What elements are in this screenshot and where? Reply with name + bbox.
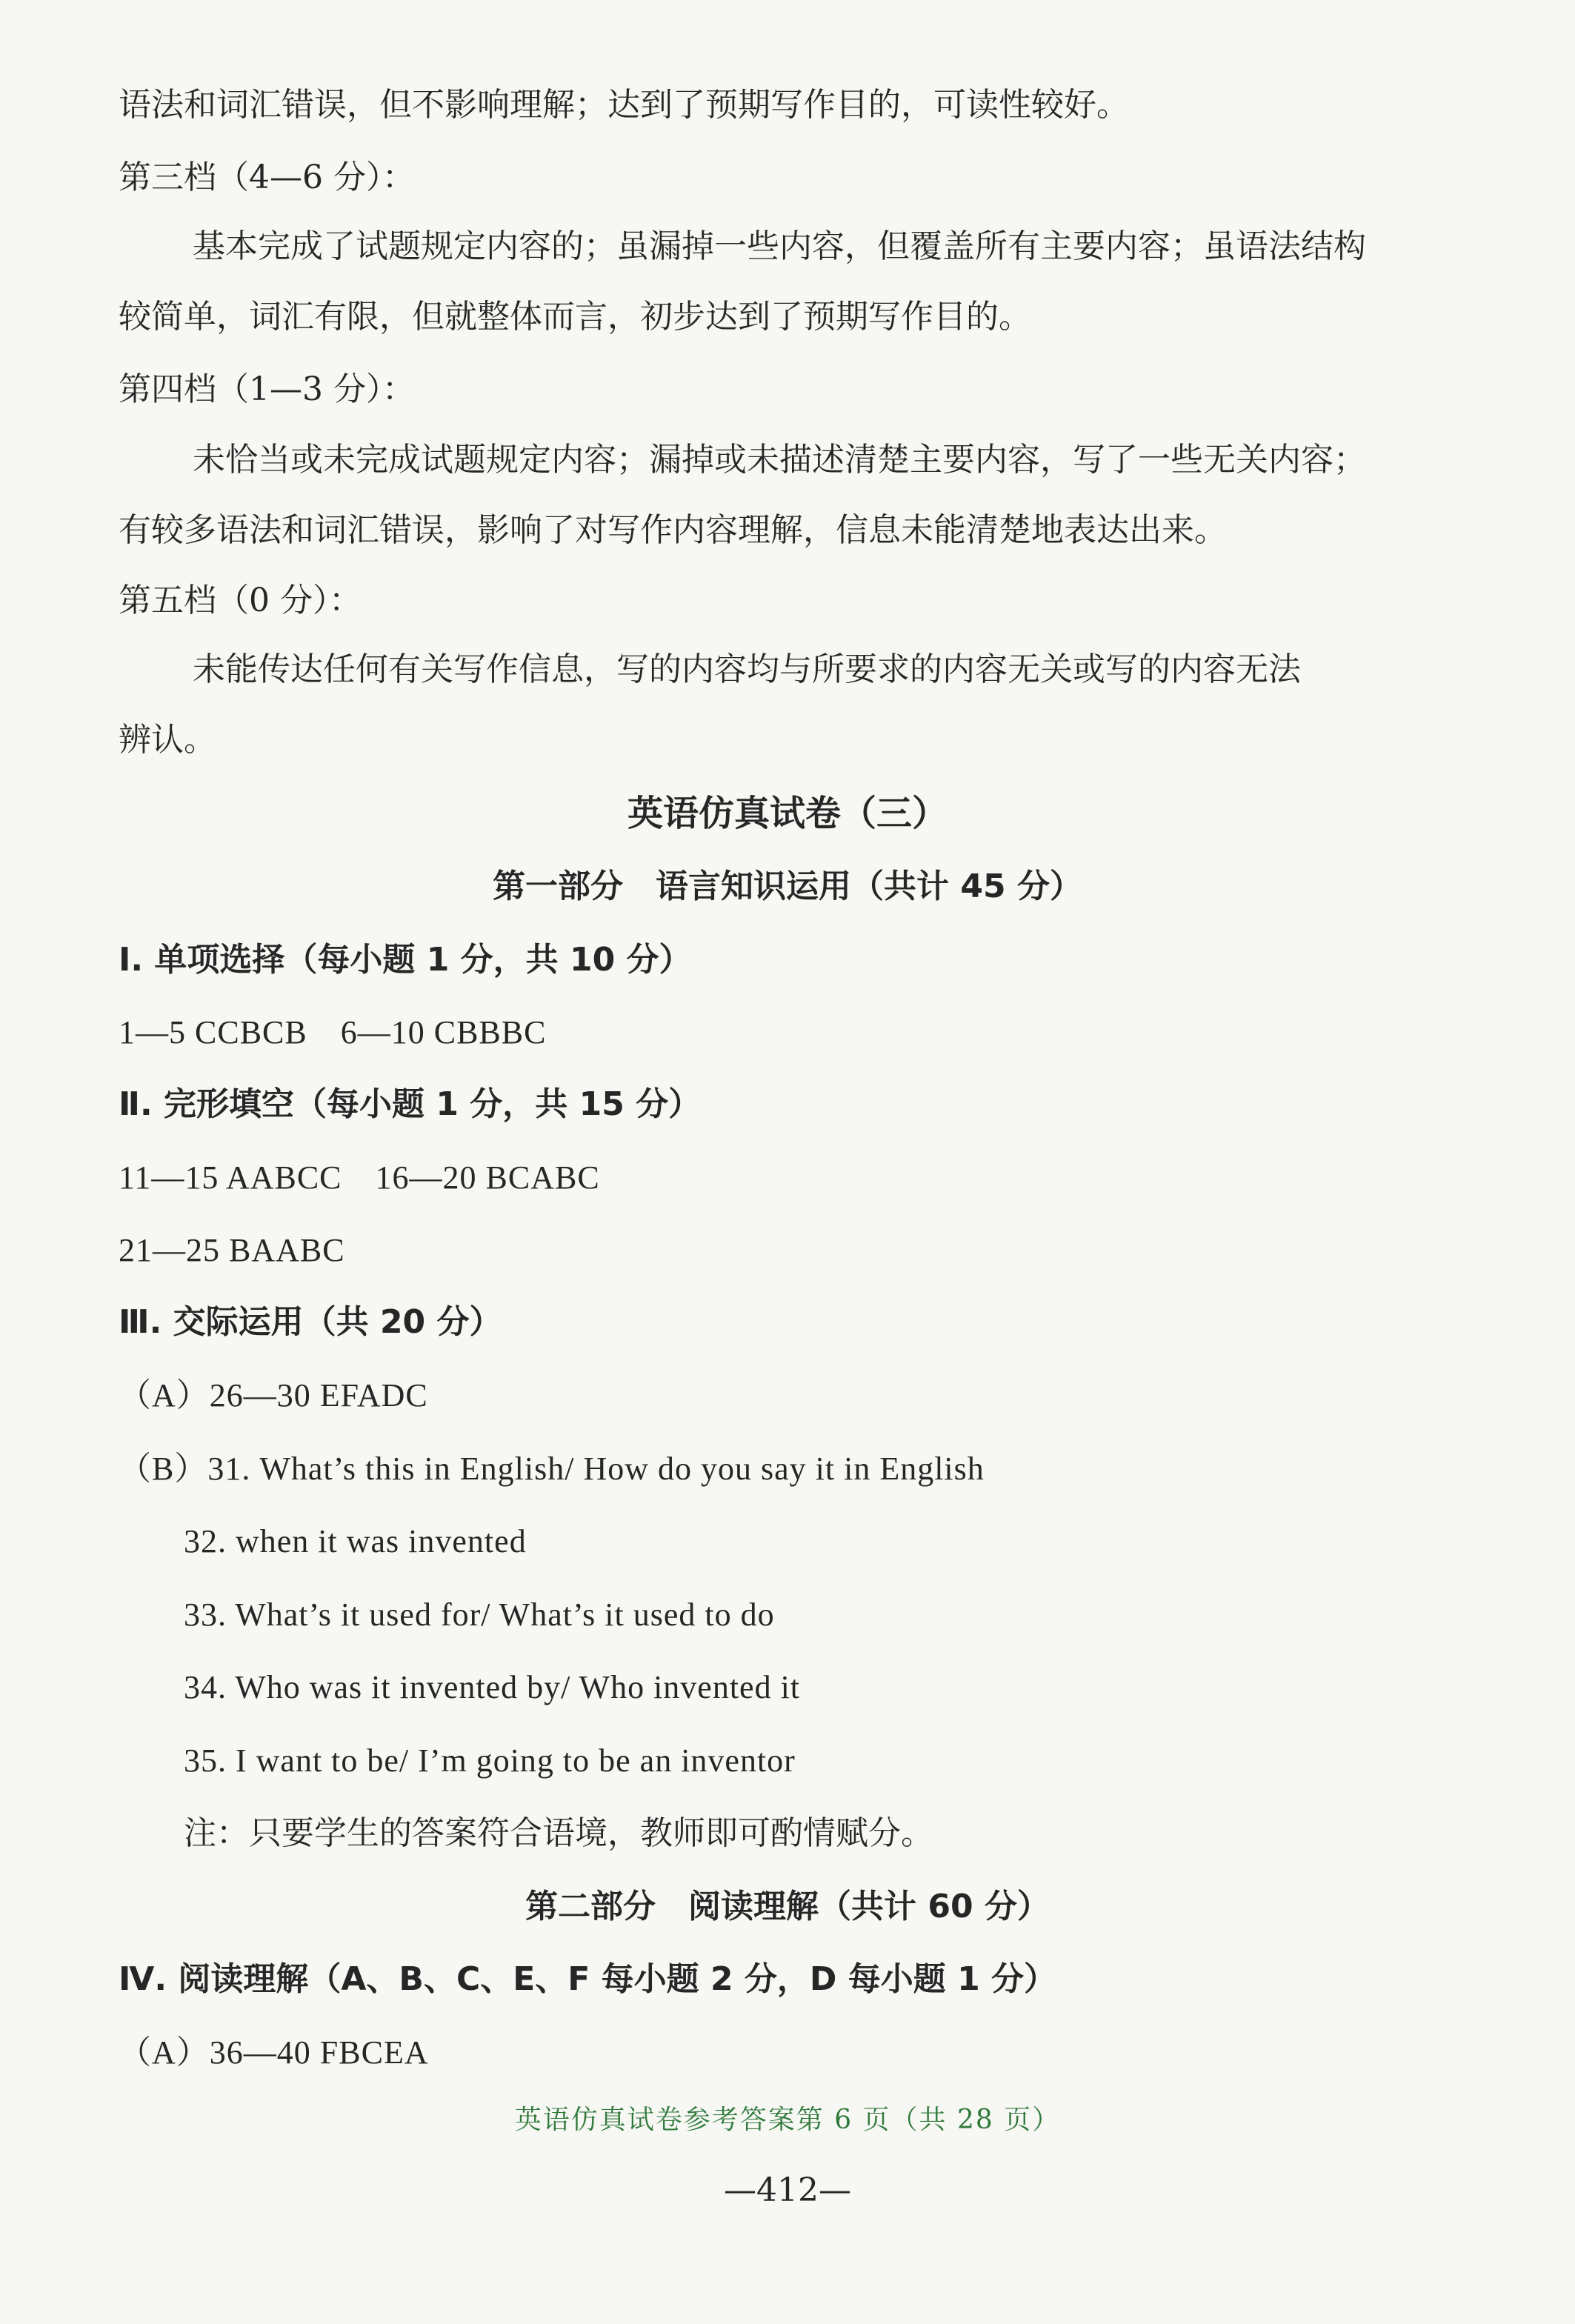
scoring-text-line: 语法和词汇错误，但不影响理解；达到了预期写作目的，可读性较好。 — [119, 86, 1129, 124]
section-three-q34: 34. Who was it invented by/ Who invented it — [184, 1669, 801, 1705]
section-three-part-a: （A）26—30 EFADC — [119, 1377, 428, 1414]
section-four-heading: Ⅳ. 阅读理解（A、B、C、E、F 每小题 2 分，D 每小题 1 分） — [119, 1960, 1057, 1998]
section-one-answers: 1—5 CCBCB 6—10 CBBBC — [119, 1014, 547, 1051]
part-one-title: 第一部分 语言知识运用（共计 45 分） — [493, 868, 1082, 905]
grade-four-heading: 第四档（1—3 分）： — [119, 370, 415, 408]
page-number: —412— — [724, 2171, 851, 2209]
grade-three-text: 基本完成了试题规定内容的；虽漏掉一些内容，但覆盖所有主要内容；虽语法结构 — [193, 227, 1366, 265]
section-three-q32: 32. when it was invented — [184, 1523, 527, 1559]
grade-four-text: 有较多语法和词汇错误，影响了对写作内容理解，信息未能清楚地表达出来。 — [119, 511, 1227, 549]
grade-three-text: 较简单，词汇有限，但就整体而言，初步达到了预期写作目的。 — [119, 298, 1031, 336]
section-one-heading: Ⅰ. 单项选择（每小题 1 分，共 10 分） — [119, 941, 692, 979]
section-three-q31: （B）31. What’s this in English/ How do you say it in English — [119, 1451, 985, 1487]
grade-three-heading: 第三档（4—6 分）： — [119, 159, 415, 196]
grade-five-text: 未能传达任何有关写作信息，写的内容均与所要求的内容无关或写的内容无法 — [193, 650, 1301, 688]
exam-title: 英语仿真试卷（三） — [627, 793, 948, 834]
footer-caption: 英语仿真试卷参考答案第 6 页（共 28 页） — [514, 2105, 1061, 2135]
grade-five-heading: 第五档（0 分）： — [119, 582, 362, 619]
section-three-q33: 33. What’s it used for/ What’s it used to do — [184, 1596, 775, 1633]
section-four-part-a: （A）36—40 FBCEA — [119, 2034, 429, 2071]
section-three-q35: 35. I want to be/ I’m going to be an inventor — [184, 1742, 796, 1779]
section-two-heading: Ⅱ. 完形填空（每小题 1 分，共 15 分） — [119, 1085, 702, 1123]
grade-four-text: 未恰当或未完成试题规定内容；漏掉或未描述清楚主要内容，写了一些无关内容； — [193, 441, 1366, 479]
section-two-answers: 11—15 AABCC 16—20 BCABC — [119, 1159, 600, 1196]
section-three-note: 注：只要学生的答案符合语境，教师即可酌情赋分。 — [184, 1814, 933, 1852]
part-two-title: 第二部分 阅读理解（共计 60 分） — [525, 1888, 1050, 1925]
section-three-heading: Ⅲ. 交际运用（共 20 分） — [119, 1303, 502, 1341]
section-two-answers: 21—25 BAABC — [119, 1232, 345, 1268]
grade-five-text: 辨认。 — [119, 721, 216, 759]
